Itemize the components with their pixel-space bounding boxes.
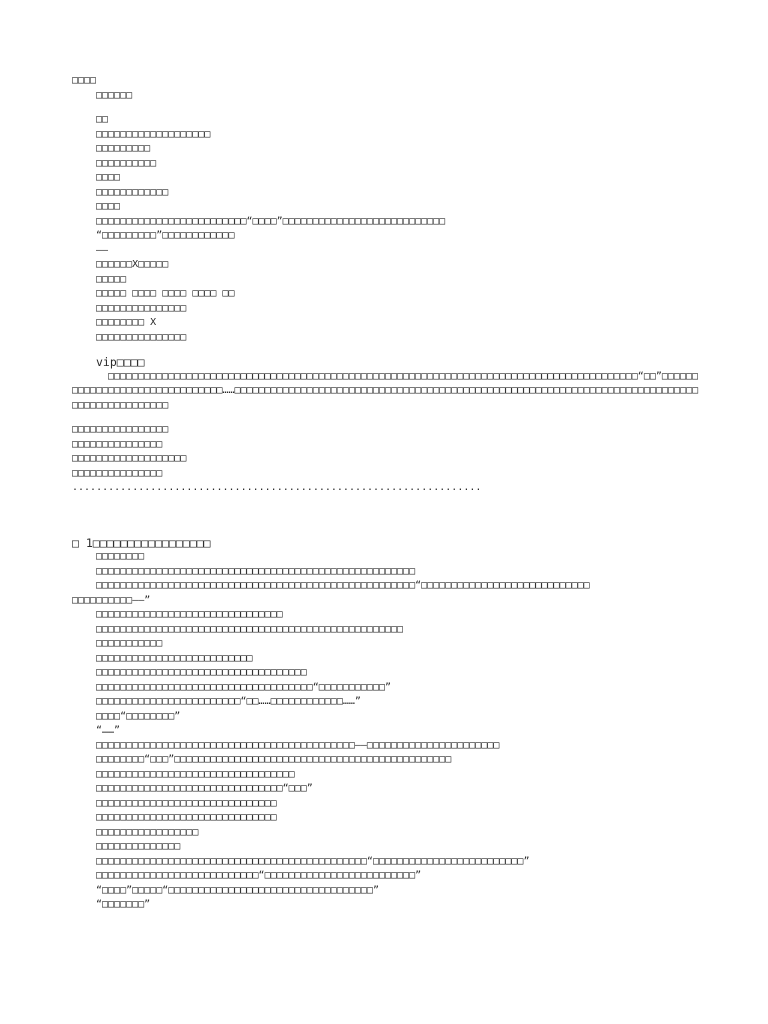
chapter-line: □□□□□□□□□□□□□□□□□□□□□□□□□□□□□□□“□□□” [96, 783, 313, 794]
chapter-section [72, 536, 712, 913]
chapter-line: □□□□□□□□□□□□□□□□□□□□□□□□□□□“□□□□□□□□□□□□□□□□□□□□□□□□□” [96, 870, 422, 881]
chapter-line: □□□□□□□□□□——” [72, 594, 151, 606]
summary-line: □□□□□□□□□□□□□□□□ [72, 424, 169, 435]
intro-line: □□□□□□□□□□□□□□□ [96, 331, 187, 343]
intro-line: □□□□□□□□□ [96, 143, 151, 154]
spacer [72, 496, 712, 536]
chapter-line: □□□□□□□□□□□□□□□□□□□□□□□□□□□□□□□□□□□□□□□□□□□□□□□□□□□ [96, 623, 404, 635]
chapter-line: “□□□□”□□□□□“□□□□□□□□□□□□□□□□□□□□□□□□□□□□□□□□□□” [96, 884, 379, 896]
chapter-line: □□□□□□□□□□□□□□□□□□□□□□□□□□□□□□□□□□□□□□□□□□□□□□□□□□□□□ [96, 565, 416, 577]
intro-line: □□□□□□□□□□ [96, 157, 157, 169]
spacer [72, 103, 712, 113]
dotted-divider: .................................................................... [72, 482, 482, 493]
chapter-line: □□□□“□□□□□□□□” [96, 710, 181, 722]
chapter-line: □□□□□□□□□□□□□□□□□□□□□□□□□□□□□□□□□ [96, 768, 295, 780]
chapter-heading: □ 1□□□□□□□□□□□□□□□□□ [72, 535, 211, 550]
spacer [72, 413, 712, 423]
intro-line: —— [96, 244, 109, 256]
chapter-line: □□□□□□□□□□□□□□□□□□□□□□□□□□□□□□□□□□□□□□□□□□□□□“□□□□□□□□□□□□□□□□□□□□□□□□□” [96, 855, 530, 867]
intro-line: □□□□□□□□ X [96, 317, 157, 328]
chapter-line: □□□□□□□□□□□□□□□□□□□□□□□□□□□□□□□□□□□□□□□□□□□——□□□□□□□□□□□□□□□□□□□□□□ [96, 739, 500, 751]
vip-heading: vip□□□□ [96, 355, 145, 369]
intro-line: “□□□□□□□□□”□□□□□□□□□□□□ [96, 230, 235, 241]
chapter-line: □□□□□□□□□□□□□□□□□□□□□□□□□□ [96, 652, 253, 664]
intro-line: □□ [96, 114, 109, 125]
document-subtitle: □□□□□□ [96, 89, 133, 101]
chapter-line: □□□□□□□□□□□□□□□□□□□□□□□□□□□□□□□□□□□□□□□□□□□□□□□□□□□□□“□□□□□□□□□□□□□□□□□□□□□□□□□□□□ [96, 580, 590, 591]
chapter-line: □□□□□□□□ [96, 551, 145, 562]
summary-line: □□□□□□□□□□□□□□□ [72, 467, 163, 479]
chapter-line: □□□□□□□□□□□□□□□□□□□□□□□□□□□□□□□□□□□ [96, 667, 307, 678]
spacer [72, 345, 712, 355]
chapter-line: □□□□□□□□□□□□□□□□□□□□□□□□□□□□□□□ [96, 609, 283, 620]
intro-section [72, 113, 712, 345]
summary-line: □□□□□□□□□□□□□□□□□□□ [72, 453, 187, 464]
vip-paragraph: □□□□□□□□□□□□□□□□□□□□□□□□□□□□□□□□□□□□□□□□□□□□□□□□□□□□□□□□□□□□□□□□□□□□□□□□□□□□□□□□□□□□□□□□“□□”□□□□□□□□□□□□□□□□□□□□□□□□□□□□□□□……□□□□□□□□□□□□□□□□□□□□□□□□□□□□□□□□□□□□□□□□□□□□□□□□□□□□□□□□□□□□□□□□□□□□□□□□□□□□□□□□□□□□□□□□□□□□□ [72, 370, 699, 411]
intro-line: □□□□□□□□□□□□□□□□□□□□□□□□□“□□□□”□□□□□□□□□□□□□□□□□□□□□□□□□□□ [96, 215, 446, 227]
summary-line: □□□□□□□□□□□□□□□ [72, 438, 163, 450]
document-page [72, 74, 712, 913]
chapter-line: □□□□□□□□□□□□□□ [96, 841, 181, 852]
chapter-line: □□□□□□□□□□□□□□□□□□□□□□□□□□□□□□ [96, 797, 277, 809]
chapter-line: □□□□□□□□□□□□□□□□□ [96, 826, 199, 838]
intro-line: □□□□□□X□□□□□ [96, 259, 169, 270]
document-title: □□□□ [72, 75, 97, 86]
intro-line: □□□□□□□□□□□□□□□ [96, 302, 187, 314]
chapter-line: □□□□□□□□□□□□□□□□□□□□□□□□“□□……□□□□□□□□□□□□……” [96, 696, 361, 707]
chapter-line: “□□□□□□□” [96, 899, 151, 910]
chapter-line: □□□□□□□□□□□□□□□□□□□□□□□□□□□□□□□□□□□□“□□□□□□□□□□□” [96, 681, 392, 693]
chapter-line: □□□□□□□□“□□□”□□□□□□□□□□□□□□□□□□□□□□□□□□□□□□□□□□□□□□□□□□□□□□ [96, 754, 452, 765]
summary-section [72, 423, 712, 496]
chapter-line: □□□□□□□□□□□ [96, 638, 163, 649]
intro-line: □□□□ [96, 172, 121, 183]
vip-section [72, 355, 712, 413]
intro-line: □□□□□ □□□□ □□□□ □□□□ □□ [96, 288, 235, 299]
chapter-line: □□□□□□□□□□□□□□□□□□□□□□□□□□□□□□ [96, 812, 277, 823]
chapter-line: “……” [96, 725, 121, 736]
intro-line: □□□□□□□□□□□□□□□□□□□ [96, 128, 211, 140]
intro-line: □□□□□ [96, 273, 127, 285]
intro-line: □□□□ [96, 201, 121, 212]
intro-line: □□□□□□□□□□□□ [96, 186, 169, 198]
